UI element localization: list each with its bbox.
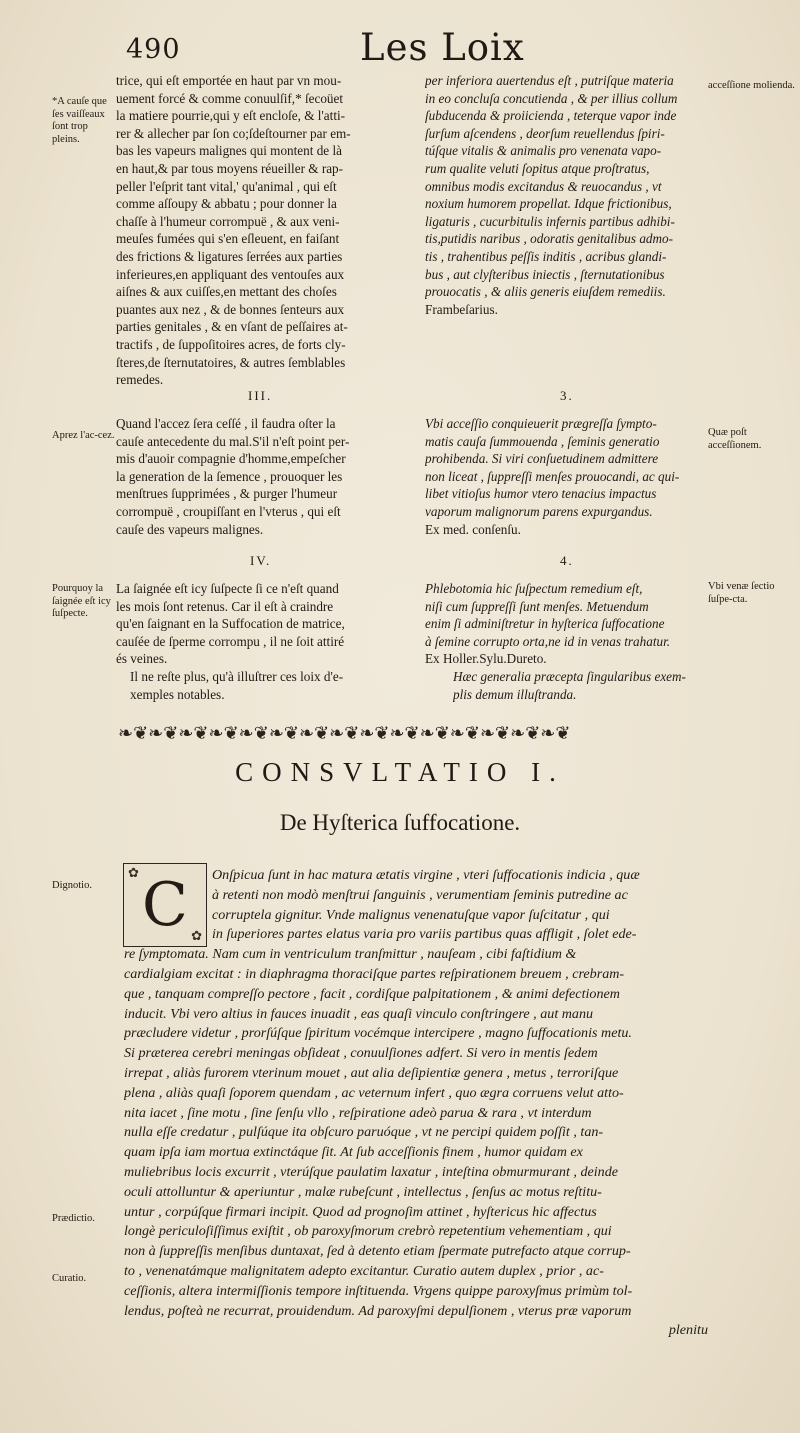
body-line: to , venenatámque malignitatem adepto excitantur. Curatio autem duplex , prior , ac- xyxy=(124,1262,604,1279)
text-line: Phlebotomia hic ſuſpectum remedium eſt, xyxy=(425,581,643,596)
fleuron-icon: ❧❦❧❦❧❦❧❦❧❦❧❦❧❦❧❦❧❦❧❦❧❦❧❦❧❦❧❦❧❦ xyxy=(118,722,571,744)
text-line: cauſe antecedente du mal.S'il n'eſt point per- xyxy=(116,433,350,449)
text-line: bus , aut clyſteribus iniectis , ſternutationibus xyxy=(425,266,665,282)
text-line: des frictions & ligatures ſerrées aux parties xyxy=(116,248,343,264)
left-column-para-1 xyxy=(116,72,408,389)
ornamental-band xyxy=(118,720,706,746)
body-line: que , tanquam compreſſo pectore , facit , cordiſque palpitationem , & animi defectionem xyxy=(124,985,620,1002)
margin-note-dignotio: Dignotio. xyxy=(52,880,92,891)
body-line: plena , aliàs quaſi ſoporem quendam , ac veternum infert , quo ægra corruens velut atto- xyxy=(124,1084,624,1101)
text-line: à ſemine corrupto orta,ne id in venas trahatur. xyxy=(425,633,671,649)
body-line: muliebribus locis excurrit , vterúſque paulatim laxatur , inteſtina obmurmurant , deinde xyxy=(124,1163,619,1180)
text-line: rer & allecher par ſon co;ſdeſtourner par em- xyxy=(116,125,351,141)
right-column-para-5 xyxy=(425,668,708,703)
text-line: tractifs , de ſuppoſitoires acres, de forts cly- xyxy=(116,336,346,352)
text-line: en haut,& par tous moyens réueiller & rap- xyxy=(116,160,344,176)
drop-cap-letter: C xyxy=(142,870,188,940)
text-line: in eo concluſa concutienda , & per illius collum xyxy=(425,90,678,106)
text-line: és veines. xyxy=(116,651,168,667)
floral-ornament-icon: ✿ xyxy=(128,866,139,881)
text-line: chaſſe à l'humeur corrompuë , & aux veni- xyxy=(116,213,340,229)
text-line: qu'en ſaignant en la Suffocation de matrice, xyxy=(116,616,345,632)
text-line: túſque vitalis & animalis pro venenata vapo- xyxy=(425,143,662,159)
right-column-para-3 xyxy=(425,415,708,538)
body-line: cardialgiam excitat : in diaphragma thoraciſque partes reſpirationem breuem , crebram- xyxy=(124,965,625,982)
source-ex-med: Ex med. conſenſu. xyxy=(425,521,521,537)
text-line: puantes aux nez , & de bonnes ſenteurs aux xyxy=(116,301,345,317)
body-line: lendus, poſteà ne recurrat, prouidendum. Ad paroxyſmi depulſionem , vterus præ vaporum xyxy=(124,1302,632,1319)
text-line: mis d'auoir compagnie d'homme,empeſcher xyxy=(116,451,346,467)
text-line: non liceat , ſuppreſſi menſes prouocandi, ac qui- xyxy=(425,468,680,484)
left-column-para-5 xyxy=(116,668,408,703)
floral-ornament-icon: ✿ xyxy=(191,929,202,944)
text-line: corrompuë , croupiſſant en l'vterus , qui eſt xyxy=(116,503,341,519)
text-line: tis , trahentibus peſſis inditis , acribus glandi- xyxy=(425,248,667,264)
text-line: xemples notables. xyxy=(130,686,225,702)
body-line: corruptela gignitur. Vnde malignus venenatuſque vapor ſuſcitatur , qui xyxy=(212,906,610,923)
text-line: La ſaignée eſt icy ſuſpecte ſi ce n'eſt quand xyxy=(116,581,339,596)
section-number-3-fr: III. xyxy=(248,388,273,403)
margin-note-venae-sectio: Vbi venæ ſectio ſuſpe-cta. xyxy=(708,581,775,605)
text-line: ligaturis , cucurbitulis infernis partibus adhibi- xyxy=(425,213,675,229)
body-line: irrepat , aliàs furorem vterinum mouet , aut alia deſipientiæ genera , metus , terroriſque xyxy=(124,1064,619,1081)
text-line: omnibus modis excitandus & reuocandus , vt xyxy=(425,178,662,194)
text-line: cauſe des vapeurs malignes. xyxy=(116,521,264,537)
margin-note-saignee: Pourquoy la ſaignée eſt icy ſuſpecte. xyxy=(52,583,111,619)
section-number-3-la: 3. xyxy=(560,388,574,403)
text-line: niſi cum ſuppreſſi ſunt menſes. Metuendum xyxy=(425,598,649,614)
body-line: plenitu xyxy=(668,1322,708,1339)
text-line: cauſée de ſperme corrompu , il ne ſoit attiré xyxy=(116,633,345,649)
left-column-para-4 xyxy=(116,580,408,668)
text-line: libet vitioſus humor vtero tenacius impactus xyxy=(425,486,657,502)
consultatio-body xyxy=(124,866,708,1341)
text-line: matis cauſa ſummouenda , ſeminis generatio xyxy=(425,433,660,449)
consultatio-heading: CONSVLTATIO I. xyxy=(235,757,565,787)
body-line: Si præterea cerebri meningas obſideat , conuulſiones adfert. Si vero in mentis ſedem xyxy=(124,1045,598,1062)
margin-note-accessione: acceſſione molienda. xyxy=(708,80,795,91)
text-line: per inferiora auertendus eſt , putriſque materia xyxy=(425,73,674,88)
body-line: à retenti non modò menſtrui ſanguinis , verumentiam ſeminis putredine ac xyxy=(212,886,628,903)
body-line: untur , corpúſque firmari incipit. Quod ad prognoſim attinet , hyſtericus hic affectus xyxy=(124,1203,597,1220)
body-line: longè periculoſiſſimus exiſtit , ob paroxyſmorum crebrò repetentium vehementiam , qui xyxy=(124,1223,612,1240)
text-line: ſurſum aſcendens , deorſum reuellendus ſpiri- xyxy=(425,125,665,141)
text-line: prouocatis , & aliis generis eiuſdem remediis. xyxy=(425,284,666,300)
text-line: rum qualite veluti ſopitus atque proſtratus, xyxy=(425,160,650,176)
margin-note-vaisseaux: *A cauſe que ſes vaiſſeaux ſont trop pleins. xyxy=(52,96,107,145)
text-line: plis demum illuſtranda. xyxy=(453,686,577,702)
text-line: ſubducenda & proiicienda , teterque vapor inde xyxy=(425,108,677,124)
text-line: meuſes fumées qui s'en eſleuent, en faiſant xyxy=(116,231,340,247)
text-line: Il ne reſte plus, qu'à illuſtrer ces loix d'e- xyxy=(130,669,344,684)
body-line: nita iacet , ſine motu , ſine ſenſu vllo , reſpiratione adeò parua & rara , vt interdum xyxy=(124,1104,592,1121)
margin-note-apres-acces: Aprez l'ac-cez. xyxy=(52,430,115,441)
text-line: enim ſi adminiſtretur in hyſterica ſuffocatione xyxy=(425,616,665,632)
body-line: quam ipſa iam mortua extinctáque ſit. At ſub acceſſionis finem , humor quidam ex xyxy=(124,1144,583,1161)
text-line: Vbi acceſſio conquieuerit prægreſſa ſympto- xyxy=(425,416,657,431)
text-line: la generation de la ſemence , prouoquer les xyxy=(116,468,343,484)
text-line: bas les vapeurs malignes qui montent de là xyxy=(116,143,342,159)
body-line: nulla eſſe credatur , pulſúque ita obſcuro paruóque , vt ne percipi quidem poſſit , tan- xyxy=(124,1124,604,1141)
page-number: 490 xyxy=(126,34,181,65)
text-line: Hæc generalia præcepta ſingularibus exem- xyxy=(453,669,686,684)
margin-note-praedictio: Prædictio. xyxy=(52,1213,95,1224)
section-number-4-fr: IV. xyxy=(250,553,272,568)
page-header xyxy=(0,22,800,72)
consultatio-subtitle: De Hyſterica ſuffocatione. xyxy=(279,810,521,835)
text-line: parties genitales , & en vſant de peſſaires at- xyxy=(116,319,348,335)
right-column-para-1 xyxy=(425,72,708,318)
margin-note-curatio: Curatio. xyxy=(52,1273,87,1284)
text-line: Quand l'accez ſera ceſſé , il faudra oſter la xyxy=(116,416,336,431)
text-line: aiſnes & aux cuiſſes,en mettant des choſes xyxy=(116,284,337,300)
text-line: trice, qui eſt emportée en haut par vn mou- xyxy=(116,73,342,88)
text-line: vaporum malignorum parens expurgandus. xyxy=(425,503,653,519)
right-column-para-4 xyxy=(425,580,708,668)
text-line: noxium humorem propellat. Idque frictionibus, xyxy=(425,196,672,212)
text-line: tis,putidis naribus , odoratis genitalibus admo- xyxy=(425,231,674,247)
text-line: peller l'eſprit tant vital,' qu'animal , qui eſt xyxy=(116,178,337,194)
body-line: in ſuperiores partes elatus varia pro variis partibus quas affligit , ſolet ede- xyxy=(212,926,637,943)
body-line: præcludere videtur , prorſúſque ſpiritum vocémque intercipere , magno ſuffocationis metu. xyxy=(124,1025,632,1042)
section-number-4-la: 4. xyxy=(560,553,574,568)
source-frambesarius: Frambeſarius. xyxy=(425,301,498,317)
text-line: les mois ſont retenus. Car il eſt à craindre xyxy=(116,598,334,614)
text-line: remedes. xyxy=(116,372,164,388)
body-line: Onſpicua ſunt in hac matura ætatis virgine , vteri ſuffocationis indicia , quæ xyxy=(212,867,640,883)
margin-note-quae-post: Quæ poſt acceſſionem. xyxy=(708,427,762,451)
text-line: comme aſſoupy & abbatu ; pour donner la xyxy=(116,196,337,212)
body-line: inducit. Vbi vero altius in fauces inuadit , eas quaſi vinculo conſtringere , aut manu xyxy=(124,1005,594,1022)
body-line: non à ſuppreſſis menſibus duntaxat, ſed à detento etiam ſpermate putrefacto atque corrup- xyxy=(124,1243,631,1260)
text-line: menſtrues ſupprimées , & purger l'humeur xyxy=(116,486,338,502)
source-holler: Ex Holler.Sylu.Dureto. xyxy=(425,651,547,667)
running-title: Les Loix xyxy=(360,26,525,69)
text-line: prohibenda. Si viri conſuetudinem admittere xyxy=(425,451,659,467)
text-line: inferieures,en appliquant des ventouſes aux xyxy=(116,266,345,282)
text-line: la matiere pourrie,qui y eſt encloſe, & l'atti- xyxy=(116,108,346,124)
text-line: uement forcé & comme conuulſif,* ſecoüet xyxy=(116,90,344,106)
text-line: ſteres,de ſternutatoires, & autres ſemblables xyxy=(116,354,346,370)
left-column-para-3 xyxy=(116,415,408,538)
body-line: ceſſionis, altera intermiſſionis tempore inſtituenda. Vrgens quippe paroxyſmus primùm tol- xyxy=(124,1282,633,1299)
body-line: oculi attolluntur & aperiuntur , malæ rubeſcunt , intellectus , ſenſus ac motus reſtitu- xyxy=(124,1183,602,1200)
body-line: re ſymptomata. Nam cum in ventriculum tranſmittur , nauſeam , cibi faſtidium & xyxy=(124,946,577,963)
